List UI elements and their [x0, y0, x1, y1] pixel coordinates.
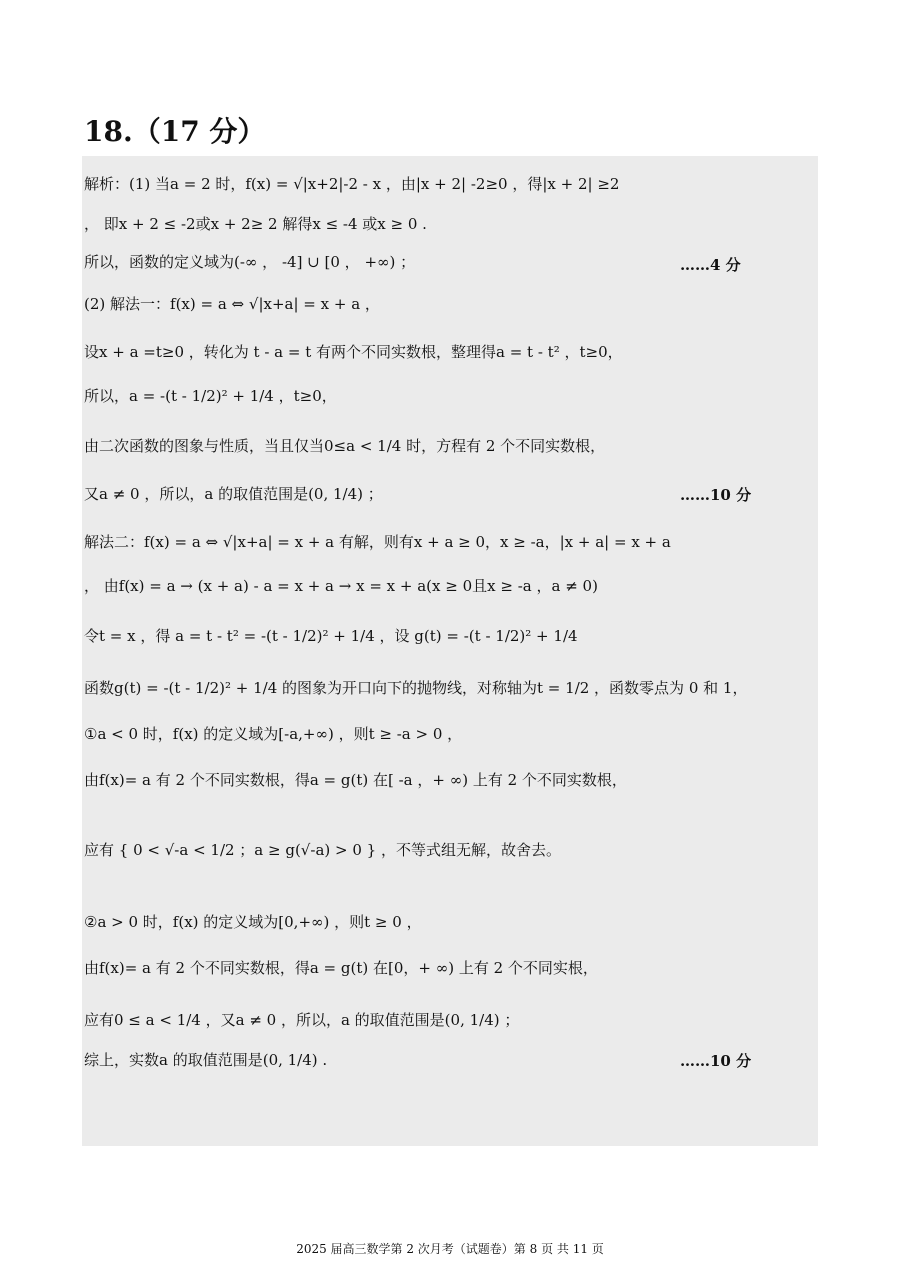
score-label: ……10 分: [680, 486, 752, 504]
solution-line: 应有0 ≤ a < 1/4 ，又a ≠ 0 ，所以，a 的取值范围是(0, 1/4) ；: [84, 1011, 520, 1029]
solution-line: 函数g(t) = -(t - 1/2)² + 1/4 的图象为开口向下的抛物线，对称轴为t = 1/2 ，函数零点为 0 和 1，: [84, 679, 748, 697]
solution-line: ， 即x + 2 ≤ -2或x + 2≥ 2 解得x ≤ -4 或x ≥ 0 .: [84, 215, 427, 233]
solution-line: ， 由f(x) = a → (x + a) - a = x + a → x = x + a(x ≥ 0且x ≥ -a ，a ≠ 0): [84, 577, 598, 595]
solution-line: 解析：(1) 当a = 2 时，f(x) = √|x+2|-2 - x ，由|x + 2| -2≥0 ，得|x + 2| ≥2: [84, 175, 620, 193]
solution-line: 由f(x)= a 有 2 个不同实数根，得a = g(t) 在[0，+ ∞) 上有 2 个不同实根，: [84, 959, 598, 977]
solution-line: 设x + a =t≥0 ，转化为 t - a = t 有两个不同实数根，整理得a = t - t² ，t≥0，: [84, 343, 623, 361]
solution-line: 令t = x ，得 a = t - t² = -(t - 1/2)² + 1/4 ，设 g(t) = -(t - 1/2)² + 1/4: [84, 627, 578, 645]
solution-line: 综上，实数a 的取值范围是(0, 1/4) .: [84, 1051, 328, 1069]
solution-line: 解法二：f(x) = a ⇔ √|x+a| = x + a 有解，则有x + a ≥ 0，x ≥ -a，|x + a| = x + a: [84, 533, 671, 551]
solution-line: 所以，a = -(t - 1/2)² + 1/4 ，t≥0，: [84, 387, 337, 405]
solution-line: (2) 解法一：f(x) = a ⇔ √|x+a| = x + a ，: [84, 295, 380, 313]
solution-line: 应有 { 0 < √-a < 1/2 ；a ≥ g(√-a) > 0 } ，不等式组无解，故舍去。: [84, 841, 561, 859]
solution-line: 又a ≠ 0 ，所以，a 的取值范围是(0, 1/4) ；: [84, 485, 383, 503]
solution-line: 所以，函数的定义域为(-∞ ， -4] ∪ [0 ， +∞) ；: [84, 253, 416, 271]
score-label: ……10 分: [680, 1052, 752, 1070]
solution-line: ②a > 0 时，f(x) 的定义域为[0,+∞) ，则t ≥ 0 ，: [84, 913, 422, 931]
page-footer: 2025 届高三数学第 2 次月考（试题卷）第 8 页 共 11 页: [296, 1242, 604, 1256]
solution-line: 由二次函数的图象与性质，当且仅当0≤a < 1/4 时，方程有 2 个不同实数根，: [84, 437, 606, 455]
solution-line: ①a < 0 时，f(x) 的定义域为[-a,+∞) ，则t ≥ -a > 0 ，: [84, 725, 463, 743]
problem-title: 18.（17 分）: [84, 115, 266, 148]
score-label: ……4 分: [680, 256, 741, 274]
solution-line: 由f(x)= a 有 2 个不同实数根，得a = g(t) 在[ -a ，+ ∞) 上有 2 个不同实数根，: [84, 771, 627, 789]
